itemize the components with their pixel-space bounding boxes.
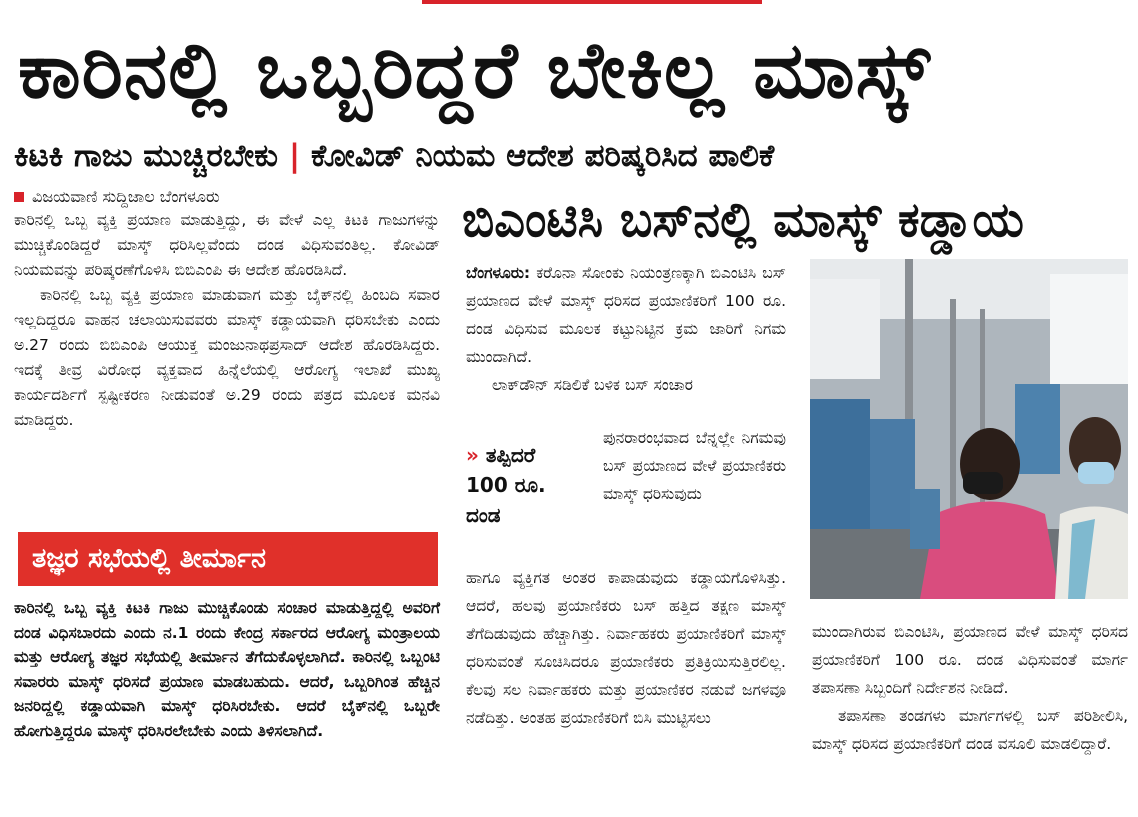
mid-paragraph-1-text: ಕರೊನಾ ಸೋಂಕು ನಿಯಂತ್ರಣಕ್ಕಾಗಿ ಬಿಎಂಟಿಸಿ ಬಸ್ ಪ್ರಯಾಣದ ವೇಳೆ ಮಾಸ್ಕ್ ಧರಿಸದ ಪ್ರಯಾಣಿಕರಿಗೆ 100 ರೂ. ದಂಡ ವಿಧಿಸುವ ಮೂಲಕ ಕಟ್ಟುನಿಟ್ಟಿನ ಕ್ರಮ ಜಾರಿಗೆ ನಿಗಮ ಮುಂದಾಗಿದೆ. bbox=[466, 264, 786, 366]
bus-headline: ಬಿಎಂಟಿಸಿ ಬಸ್‌ನಲ್ಲಿ ಮಾಸ್ಕ್ ಕಡ್ಡಾಯ bbox=[462, 192, 1024, 248]
main-headline: ಕಾರಿನಲ್ಲಿ ಒಬ್ಬರಿದ್ದರೆ ಬೇಕಿಲ್ಲ ಮಾಸ್ಕ್ bbox=[18, 26, 931, 116]
left-paragraph-1: ಕಾರಿನಲ್ಲಿ ಒಬ್ಬ ವ್ಯಕ್ತಿ ಪ್ರಯಾಣ ಮಾಡುತ್ತಿದ್ದು, ಈ ವೇಳೆ ಎಲ್ಲ ಕಿಟಕಿ ಗಾಜುಗಳನ್ನು ಮುಚ್ಚಿಕೊಂಡಿದ್ದರೆ ಮಾಸ್ಕ್ ಧರಿಸಿಲ್ಲವೆಂದು ದಂಡ ವಿಧಿಸುವಂತಿಲ್ಲ. ಕೋವಿಡ್ ನಿಯಮವನ್ನು ಪರಿಷ್ಕರಣೆಗೊಳಿಸಿ ಬಿಬಿಎಂಪಿ ಈ ಆದೇಶ ಹೊರಡಿಸಿದೆ. bbox=[14, 211, 440, 279]
left-column bbox=[14, 186, 440, 433]
bus-interior-image bbox=[810, 259, 1128, 599]
subhead-left: ಕಿಟಕಿ ಗಾಜು ಮುಚ್ಚಿರಬೇಕು bbox=[14, 138, 279, 174]
subhead-separator: | bbox=[288, 138, 301, 174]
middle-column-narrow bbox=[603, 424, 786, 508]
bus-photo bbox=[810, 259, 1128, 599]
left-paragraph-2: ಕಾರಿನಲ್ಲಿ ಒಬ್ಬ ವ್ಯಕ್ತಿ ಪ್ರಯಾಣ ಮಾಡುವಾಗ ಮತ್ತು ಬೈಕ್‌ನಲ್ಲಿ ಹಿಂಬದಿ ಸವಾರ ಇಲ್ಲದಿದ್ದರೂ ವಾಹನ ಚಲಾಯಿಸುವವರು ಮಾಸ್ಕ್ ಕಡ್ಡಾಯವಾಗಿ ಧರಿಸಬೇಕು ಎಂದು ಅ.27 ರಂದು ಬಿಬಿಎಂಪಿ ಆಯುಕ್ತ ಮಂಜುನಾಥಪ್ರಸಾದ್ ಆದೇಶ ಹೊರಡಿಸಿದ್ದರು. ಇದಕ್ಕೆ ತೀವ್ರ ವಿರೋಧ ವ್ಯಕ್ತವಾದ ಹಿನ್ನೆಲೆಯಲ್ಲಿ ಆರೋಗ್ಯ ಇಲಾಖೆ ಮುಖ್ಯ ಕಾರ್ಯದರ್ಶಿಗೆ ಸ್ಪಷ್ಟೀಕರಣ ನೀಡುವಂತೆ ಅ.29 ರಂದು ಪತ್ರದ ಮೂಲಕ ಮನವಿ ಮಾಡಿದ್ದರು. bbox=[14, 286, 440, 429]
callout-line-2: 100 ರೂ. bbox=[466, 473, 546, 497]
middle-column-bottom bbox=[466, 564, 786, 732]
mid-paragraph-1 bbox=[466, 259, 786, 371]
fine-callout bbox=[466, 440, 588, 530]
right-column bbox=[812, 618, 1128, 758]
byline-text: ವಿಜಯವಾಣಿ ಸುದ್ದಿಜಾಲ ಬೆಂಗಳೂರು bbox=[32, 187, 220, 206]
callout-line-1: ತಪ್ಪಿದರೆ bbox=[485, 443, 536, 467]
subheadline bbox=[14, 134, 1129, 178]
mid-paragraph-2-rest: ಹಾಗೂ ವ್ಯಕ್ತಿಗತ ಅಂತರ ಕಾಪಾಡುವುದು ಕಡ್ಡಾಯಗೊಳಿಸಿತ್ತು. ಆದರೆ, ಹಲವು ಪ್ರಯಾಣಿಕರು ಬಸ್ ಹತ್ತಿದ ತಕ್ಷಣ ಮಾಸ್ಕ್ ತೆಗೆದಿಡುವುದು ಹೆಚ್ಚಾಗಿತ್ತು. ನಿರ್ವಾಹಕರು ಪ್ರಯಾಣಿಕರಿಗೆ ಮಾಸ್ಕ್ ಧರಿಸುವಂತೆ ಸೂಚಿಸಿದರೂ ಪ್ರಯಾಣಿಕರು ಪ್ರತಿಕ್ರಿಯಿಸುತ್ತಿರಲಿಲ್ಲ. ಕೆಲವು ಸಲ ನಿರ್ವಾಹಕರು ಮತ್ತು ಪ್ರಯಾಣಿಕರ ನಡುವೆ ಜಗಳವೂ ನಡೆದಿತ್ತು. ಅಂತಹ ಪ್ರಯಾಣಿಕರಿಗೆ ಬಿಸಿ ಮುಟ್ಟಿಸಲು bbox=[466, 569, 786, 727]
top-accent-bar bbox=[422, 0, 762, 4]
callout-line-3: ದಂಡ bbox=[466, 503, 501, 527]
mid-paragraph-2-start: ಲಾಕ್‌ಡೌನ್ ಸಡಿಲಿಕೆ ಬಳಿಕ ಬಸ್ ಸಂಚಾರ bbox=[492, 376, 693, 394]
mid-paragraph-2-narrow: ಪುನರಾರಂಭವಾದ ಬೆನ್ನಲ್ಲೇ ನಿಗಮವು ಬಸ್ ಪ್ರಯಾಣದ ವೇಳೆ ಪ್ರಯಾಣಿಕರು ಮಾಸ್ಕ್ ಧರಿಸುವುದು bbox=[603, 429, 786, 503]
right-paragraph-2: ತಪಾಸಣಾ ತಂಡಗಳು ಮಾರ್ಗಗಳಲ್ಲಿ ಬಸ್ ಪರಿಶೀಲಿಸಿ, ಮಾಸ್ಕ್ ಧರಿಸದ ಪ್ರಯಾಣಿಕರಿಗೆ ದಂಡ ವಸೂಲಿ ಮಾಡಲಿದ್ದಾರೆ. bbox=[812, 707, 1128, 753]
callout-arrow-icon: » bbox=[466, 443, 479, 467]
bullet-square-icon bbox=[14, 192, 24, 202]
subsection-title: ತಜ್ಞರ ಸಭೆಯಲ್ಲಿ ತೀರ್ಮಾನ bbox=[18, 532, 438, 586]
subsection-body bbox=[14, 596, 440, 743]
byline bbox=[14, 186, 440, 208]
middle-column-top bbox=[466, 259, 786, 399]
subsection-paragraph: ಕಾರಿನಲ್ಲಿ ಒಬ್ಬ ವ್ಯಕ್ತಿ ಕಿಟಕಿ ಗಾಜು ಮುಚ್ಚಿಕೊಂಡು ಸಂಚಾರ ಮಾಡುತ್ತಿದ್ದಲ್ಲಿ ಅವರಿಗೆ ದಂಡ ವಿಧಿಸಬಾರದು ಎಂದು ನ.1 ರಂದು ಕೇಂದ್ರ ಸರ್ಕಾರದ ಆರೋಗ್ಯ ಮಂತ್ರಾಲಯ ಮತ್ತು ಆರೋಗ್ಯ ತಜ್ಞರ ಸಭೆಯಲ್ಲಿ ತೀರ್ಮಾನ ತೆಗೆದುಕೊಳ್ಳಲಾಗಿದೆ. ಕಾರಿನಲ್ಲಿ ಒಬ್ಬಂಟಿ ಸವಾರರು ಮಾಸ್ಕ್ ಧರಿಸದೆ ಪ್ರಯಾಣ ಮಾಡಬಹುದು. ಆದರೆ, ಒಬ್ಬರಿಗಿಂತ ಹೆಚ್ಚಿನ ಜನರಿದ್ದಲ್ಲಿ ಕಡ್ಡಾಯವಾಗಿ ಮಾಸ್ಕ್ ಧರಿಸಿರಬೇಕು. ಆದರೆ ಬೈಕ್‌ನಲ್ಲಿ ಒಬ್ಬರೇ ಹೋಗುತ್ತಿದ್ದರೂ ಮಾಸ್ಕ್ ಧರಿಸಿರಲೇಬೇಕು ಎಂದು ತಿಳಿಸಲಾಗಿದೆ. bbox=[14, 599, 440, 740]
subhead-right: ಕೋವಿಡ್ ನಿಯಮ ಆದೇಶ ಪರಿಷ್ಕರಿಸಿದ ಪಾಲಿಕೆ bbox=[310, 138, 775, 174]
dateline: ಬೆಂಗಳೂರು: bbox=[466, 264, 531, 282]
right-paragraph-1: ಮುಂದಾಗಿರುವ ಬಿಎಂಟಿಸಿ, ಪ್ರಯಾಣದ ವೇಳೆ ಮಾಸ್ಕ್ ಧರಿಸದ ಪ್ರಯಾಣಿಕರಿಗೆ 100 ರೂ. ದಂಡ ವಿಧಿಸುವಂತೆ ಮಾರ್ಗ ತಪಾಸಣಾ ಸಿಬ್ಬಂದಿಗೆ ನಿರ್ದೇಶನ ನೀಡಿದೆ. bbox=[812, 623, 1128, 697]
